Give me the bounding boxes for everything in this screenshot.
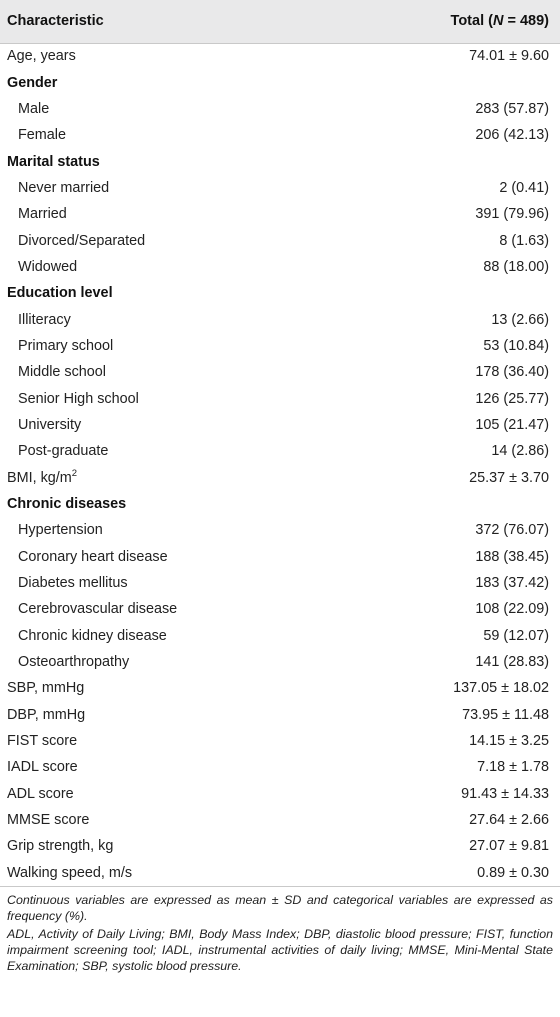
table-row bbox=[0, 148, 560, 174]
row-label-text: Age, years bbox=[7, 48, 76, 65]
row-label bbox=[0, 201, 340, 227]
table-row bbox=[0, 201, 560, 227]
row-value: 126 (25.77) bbox=[475, 390, 549, 407]
row-label-text: DBP, mmHg bbox=[7, 706, 86, 723]
row-label-text: Osteoarthropathy bbox=[18, 654, 130, 671]
row-label bbox=[0, 754, 340, 780]
row-value: 108 (22.09) bbox=[475, 601, 549, 618]
table-row bbox=[0, 517, 560, 543]
table-row bbox=[0, 623, 560, 649]
header-total bbox=[340, 0, 560, 43]
table-row bbox=[0, 570, 560, 596]
table-row bbox=[0, 43, 560, 69]
table-row bbox=[0, 306, 560, 332]
table-row bbox=[0, 860, 560, 886]
table-row bbox=[0, 596, 560, 622]
row-label-text: Female bbox=[18, 127, 66, 144]
row-value: 391 (79.96) bbox=[475, 206, 549, 223]
footnote-summary: Continuous variables are expressed as mean ± SD and categorical variables are expressed as frequency (%). bbox=[7, 892, 553, 923]
table-row bbox=[0, 781, 560, 807]
row-label bbox=[0, 517, 340, 543]
table-row bbox=[0, 702, 560, 728]
table-row bbox=[0, 807, 560, 833]
row-label bbox=[0, 675, 340, 701]
table-row bbox=[0, 465, 560, 491]
table-row bbox=[0, 728, 560, 754]
row-label-text: ADL score bbox=[7, 785, 74, 802]
header-total-suffix: = 489) bbox=[503, 13, 549, 30]
row-label-text: Male bbox=[18, 100, 50, 117]
row-label bbox=[0, 833, 340, 859]
row-value: 27.07 ± 9.81 bbox=[469, 838, 549, 855]
row-value bbox=[340, 491, 560, 517]
row-label-text: Hypertension bbox=[18, 522, 103, 539]
table-row bbox=[0, 833, 560, 859]
row-value: 91.43 ± 14.33 bbox=[461, 785, 549, 802]
row-label-text: Divorced/Separated bbox=[18, 232, 146, 249]
table-row bbox=[0, 280, 560, 306]
row-value: 73.95 ± 11.48 bbox=[462, 706, 549, 723]
header-characteristic: Characteristic bbox=[0, 0, 340, 43]
row-value: 141 (28.83) bbox=[475, 654, 549, 671]
row-label bbox=[0, 807, 340, 833]
row-label-text: Coronary heart disease bbox=[18, 548, 168, 565]
row-value: 0.89 ± 0.30 bbox=[340, 860, 560, 886]
row-value: 8 (1.63) bbox=[499, 232, 549, 249]
row-label bbox=[0, 175, 340, 201]
group-heading bbox=[0, 69, 340, 95]
row-value: 188 (38.45) bbox=[475, 548, 549, 565]
row-label bbox=[0, 227, 340, 253]
row-label-text: Widowed bbox=[18, 258, 78, 275]
row-label bbox=[0, 544, 340, 570]
row-label-text: BMI, kg/m bbox=[7, 469, 72, 486]
row-label bbox=[0, 43, 340, 69]
row-label bbox=[0, 728, 340, 754]
row-label bbox=[0, 781, 340, 807]
table-row bbox=[0, 333, 560, 359]
row-value: 7.18 ± 1.78 bbox=[477, 759, 549, 776]
table-row bbox=[0, 227, 560, 253]
row-label bbox=[0, 702, 340, 728]
table-row bbox=[0, 175, 560, 201]
row-label-text: Illiteracy bbox=[18, 311, 71, 328]
row-value: 74.01 ± 9.60 bbox=[469, 48, 549, 65]
row-label-text: MMSE score bbox=[7, 812, 90, 829]
row-value: 283 (57.87) bbox=[475, 100, 549, 117]
row-label-text: Marital status bbox=[7, 153, 100, 170]
row-value bbox=[340, 69, 560, 95]
table-row bbox=[0, 754, 560, 780]
row-label-text: SBP, mmHg bbox=[7, 680, 85, 697]
row-value: 27.64 ± 2.66 bbox=[469, 812, 549, 829]
row-label-text: Primary school bbox=[18, 337, 114, 354]
row-value: 13 (2.66) bbox=[491, 311, 549, 328]
table-row bbox=[0, 438, 560, 464]
table-body bbox=[0, 43, 560, 886]
table-row bbox=[0, 122, 560, 148]
row-label-text: Never married bbox=[18, 179, 110, 196]
row-label-text: FIST score bbox=[7, 733, 78, 750]
row-label-text: Post-graduate bbox=[18, 443, 109, 460]
group-heading bbox=[0, 280, 340, 306]
table-row bbox=[0, 412, 560, 438]
row-value: 25.37 ± 3.70 bbox=[469, 469, 549, 486]
row-label-text: University bbox=[18, 416, 82, 433]
row-label-text: Married bbox=[18, 206, 67, 223]
row-label bbox=[0, 385, 340, 411]
table-row bbox=[0, 675, 560, 701]
row-label-superscript: 2 bbox=[71, 467, 78, 479]
row-label-text: Chronic diseases bbox=[7, 496, 127, 513]
table-row bbox=[0, 385, 560, 411]
group-heading bbox=[0, 491, 340, 517]
table-row bbox=[0, 544, 560, 570]
row-label bbox=[0, 306, 340, 332]
row-value: 88 (18.00) bbox=[483, 258, 549, 275]
row-label bbox=[0, 649, 340, 675]
row-label bbox=[0, 465, 340, 491]
table-row bbox=[0, 96, 560, 122]
row-label bbox=[0, 570, 340, 596]
row-label bbox=[0, 333, 340, 359]
row-value: 206 (42.13) bbox=[475, 127, 549, 144]
row-value bbox=[340, 148, 560, 174]
table-row bbox=[0, 69, 560, 95]
row-label-text: Cerebrovascular disease bbox=[18, 601, 178, 618]
table-header bbox=[0, 0, 560, 43]
row-label bbox=[0, 96, 340, 122]
row-label bbox=[0, 438, 340, 464]
row-label-text: Middle school bbox=[18, 364, 106, 381]
row-label-text: Chronic kidney disease bbox=[18, 627, 167, 644]
row-value: 59 (12.07) bbox=[483, 627, 549, 644]
row-value: 53 (10.84) bbox=[483, 337, 549, 354]
row-label bbox=[0, 254, 340, 280]
row-label-text: Diabetes mellitus bbox=[18, 575, 128, 592]
row-label bbox=[0, 412, 340, 438]
table-row bbox=[0, 491, 560, 517]
header-row bbox=[0, 0, 560, 43]
row-value: 14 (2.86) bbox=[491, 443, 549, 460]
header-total-n: N bbox=[492, 13, 504, 30]
row-label bbox=[0, 623, 340, 649]
row-label-text: Senior High school bbox=[18, 390, 139, 407]
row-label bbox=[0, 860, 340, 886]
row-value: 178 (36.40) bbox=[475, 364, 549, 381]
row-value: 372 (76.07) bbox=[475, 522, 549, 539]
row-label-text: Gender bbox=[7, 74, 58, 91]
row-label-text: Walking speed, m/s bbox=[7, 864, 133, 881]
row-label bbox=[0, 596, 340, 622]
row-label-text: Education level bbox=[7, 285, 113, 302]
row-label bbox=[0, 122, 340, 148]
table-row bbox=[0, 359, 560, 385]
row-label bbox=[0, 359, 340, 385]
row-value: 183 (37.42) bbox=[475, 575, 549, 592]
footnote-abbreviations: ADL, Activity of Daily Living; BMI, Body Mass Index; DBP, diastolic blood pressure; FIST, function impairment screening tool; IADL, instrumental activities of daily living; MMSE, Mini-Mental State Examination; SBP, systolic blood pressure. bbox=[7, 926, 553, 974]
group-heading bbox=[0, 148, 340, 174]
header-total-prefix: Total ( bbox=[450, 13, 493, 30]
table-row bbox=[0, 649, 560, 675]
row-value: 14.15 ± 3.25 bbox=[469, 733, 549, 750]
row-value bbox=[340, 280, 560, 306]
table-footnotes bbox=[0, 887, 560, 975]
row-value: 105 (21.47) bbox=[475, 416, 549, 433]
row-value: 137.05 ± 18.02 bbox=[453, 680, 549, 697]
row-label-text: IADL score bbox=[7, 759, 78, 776]
row-label-text: Grip strength, kg bbox=[7, 838, 114, 855]
row-value: 2 (0.41) bbox=[499, 179, 549, 196]
table-row bbox=[0, 254, 560, 280]
